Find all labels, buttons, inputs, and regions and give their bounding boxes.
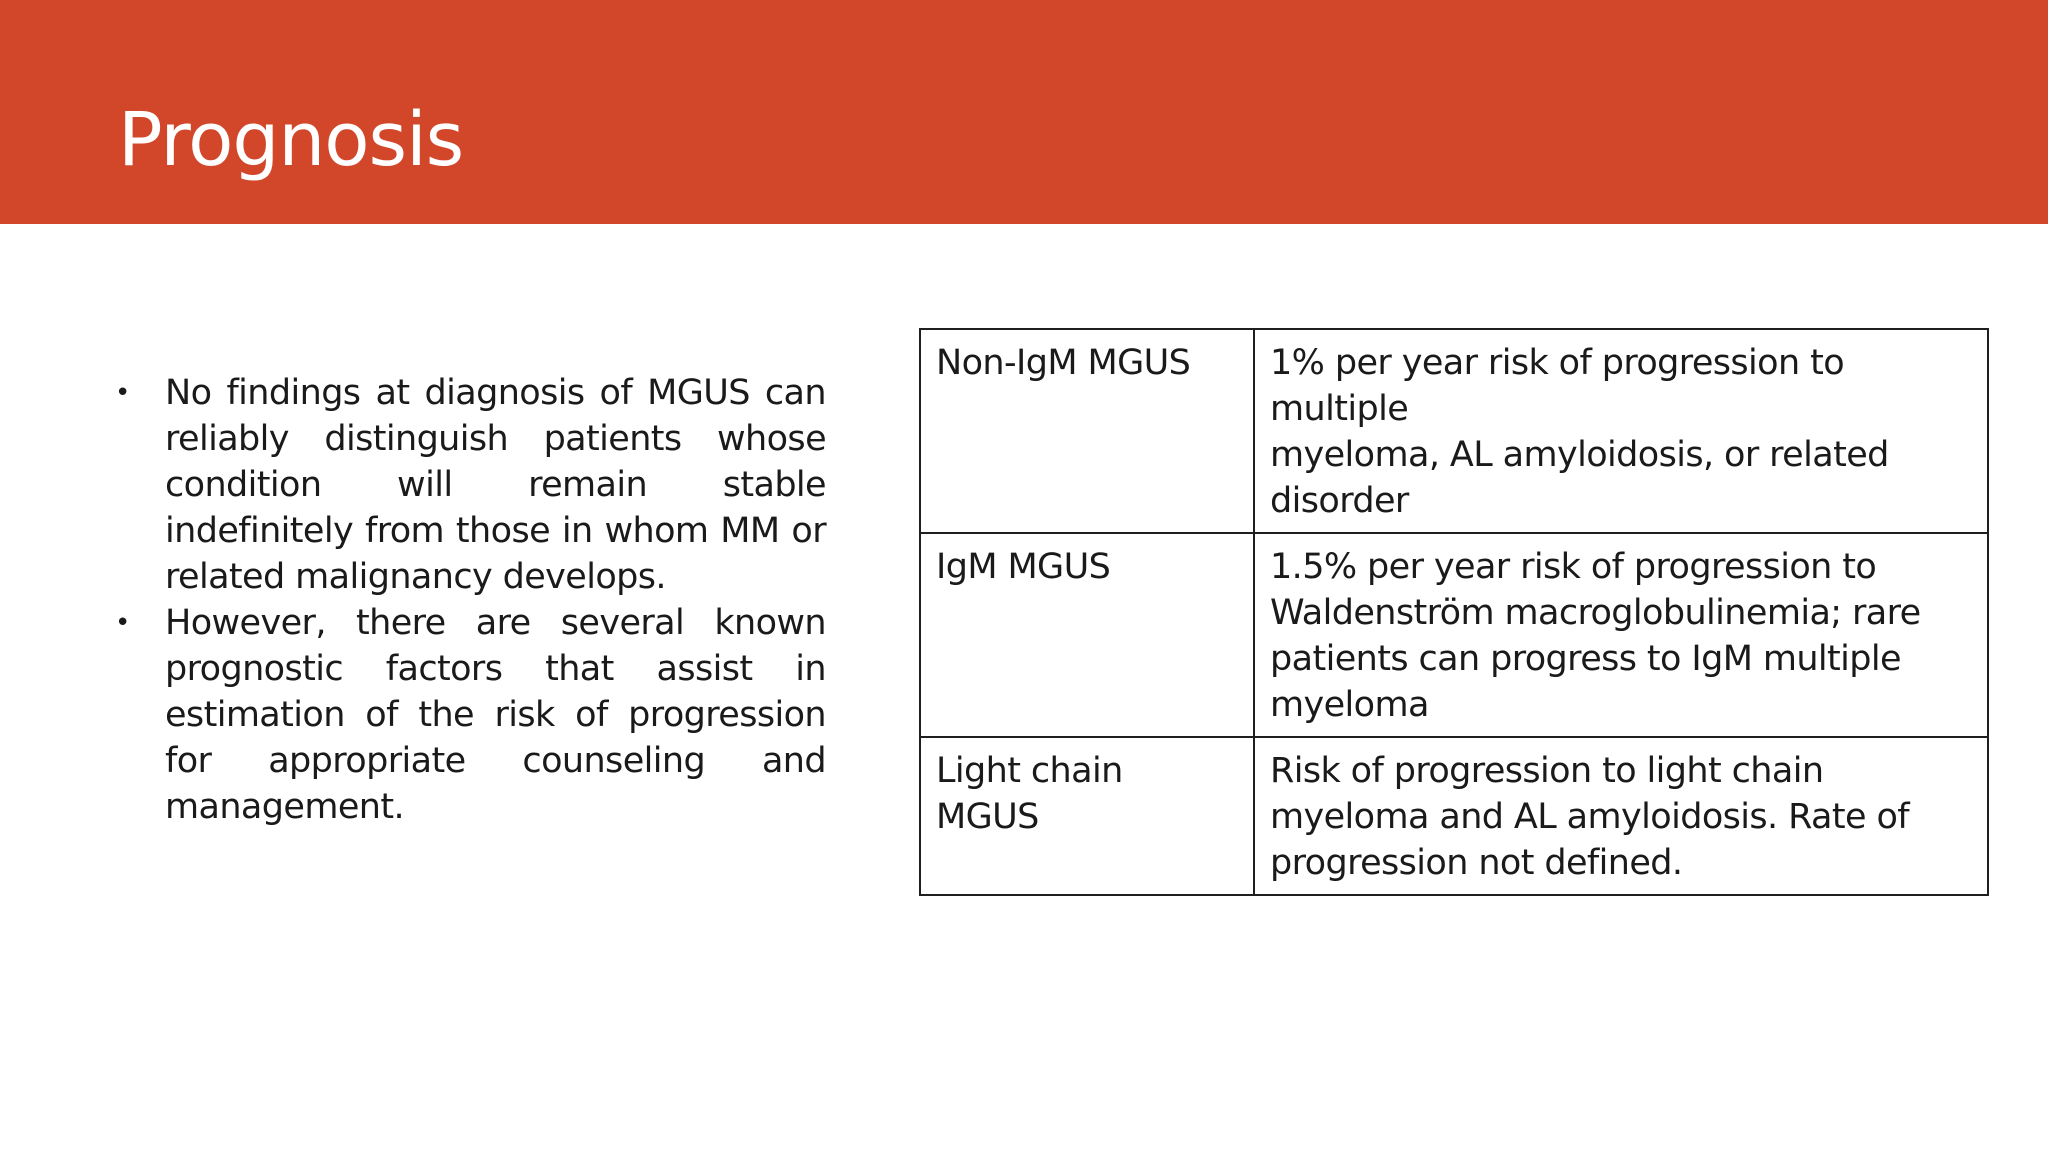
bullet-item — [112, 370, 826, 600]
bullet-list — [112, 370, 826, 830]
cell-text-line: Waldenström macroglobulinemia; rare — [1270, 593, 1921, 633]
cell-text-line: disorder — [1270, 481, 1409, 521]
mgus-type-cell — [920, 737, 1254, 895]
cell-text-line: myeloma and AL amyloidosis. Rate of — [1270, 797, 1909, 837]
cell-text-line: multiple — [1270, 389, 1409, 429]
bullet-text: However, there are several known prognostic factors that assist in estimation of the risk of progression for appropriate counseling and management. — [165, 603, 826, 827]
mgus-risk-table — [919, 328, 1989, 896]
table-row — [920, 737, 1988, 895]
table-row — [920, 329, 1988, 533]
cell-text-line: Risk of progression to light chain — [1270, 751, 1824, 791]
mgus-type-cell — [920, 533, 1254, 737]
cell-text-line: myeloma, AL amyloidosis, or related — [1270, 435, 1889, 475]
bullet-item — [112, 600, 826, 830]
bullet-text: No findings at diagnosis of MGUS can reliably distinguish patients whose condition will remain stable indefinitely from those in whom MM or related malignancy develops. — [165, 373, 826, 597]
title-bar — [0, 0, 2048, 224]
risk-description-cell — [1254, 533, 1988, 737]
table-row — [920, 533, 1988, 737]
bullet-marker: • — [115, 378, 130, 408]
cell-text-line: patients can progress to IgM multiple — [1270, 639, 1901, 679]
cell-text-line: IgM MGUS — [936, 547, 1111, 587]
slide-title: Prognosis — [118, 97, 464, 183]
risk-description-cell — [1254, 737, 1988, 895]
cell-text-line: progression not defined. — [1270, 843, 1683, 883]
cell-text-line: 1% per year risk of progression to — [1270, 343, 1845, 383]
risk-description-cell — [1254, 329, 1988, 533]
cell-text-line: Non-IgM MGUS — [936, 343, 1191, 383]
cell-text-line: myeloma — [1270, 685, 1429, 725]
cell-text-line: 1.5% per year risk of progression to — [1270, 547, 1877, 587]
bullet-marker: • — [115, 608, 130, 638]
cell-text-line: MGUS — [936, 797, 1039, 837]
cell-text-line: Light chain — [936, 751, 1123, 791]
mgus-type-cell — [920, 329, 1254, 533]
